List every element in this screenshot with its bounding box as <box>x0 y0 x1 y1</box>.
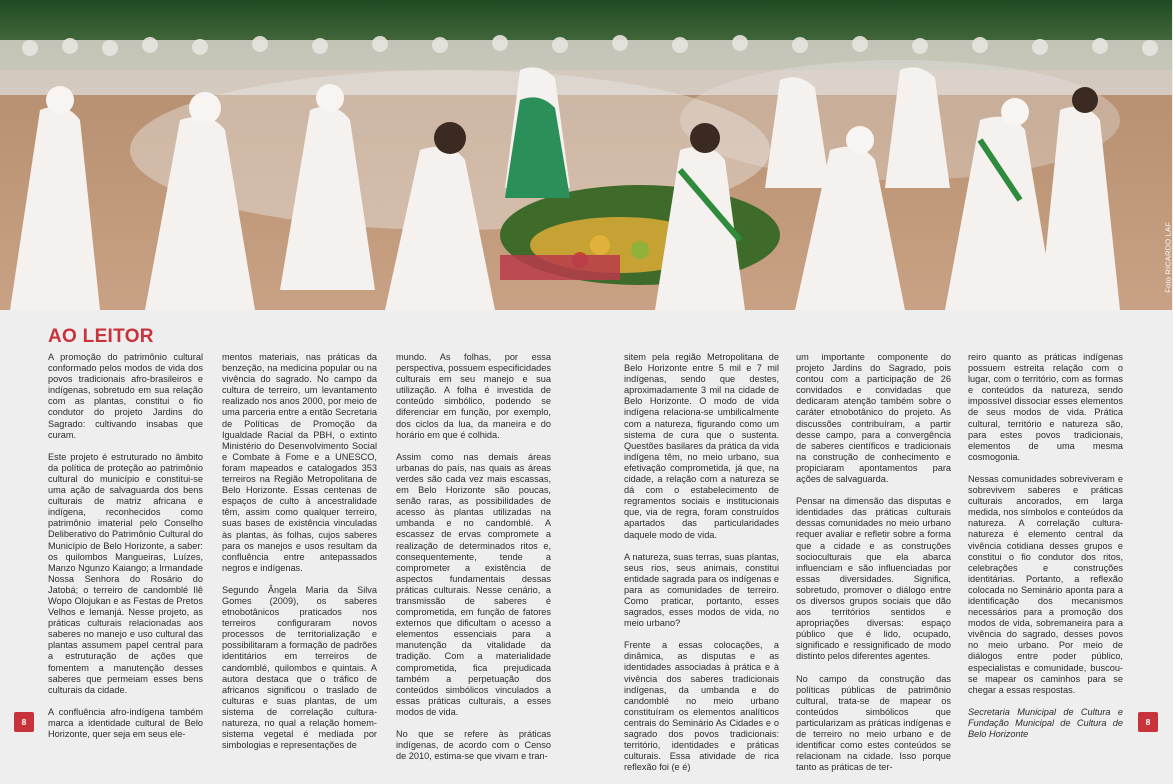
paragraph: No que se refere às práticas indígenas, de acordo com o Censo de 2010, estima-se que vivam e tran- <box>396 729 551 762</box>
page-number-left: 8 <box>14 712 34 732</box>
text-column-1 <box>48 352 203 751</box>
photo-credit: Foto RICARDO LAF <box>1164 222 1173 293</box>
paragraph: sitem pela região Metropolitana de Belo Horizonte entre 5 mil e 7 mil indígenas, sendo que destes, aproximadamente 3 mil na cidade de Belo Horizonte. O modo de vida indígena relaciona-se umbilicalmente com a natureza, figurando como um sistema de cura que o sustenta. Questões basilares da prática da vida indígena têm, no meio urbano, sua efetivação comprometida, já que, na cidade, a relação com a natureza se dá com o estabelecimento de regramentos sociais e institucionais que, via de regra, foram construídos apartados das particularidades daquele modo de vida. <box>624 352 779 540</box>
paragraph: A natureza, suas terras, suas plantas, seus rios, seus animais, constitui entidade sagrada para os indígenas e para as comunidades de terreiro. Como praticar, portanto, esses sagrados, esses modos de vida, no meio urbano? <box>624 551 779 629</box>
paragraph: mundo. As folhas, por essa perspectiva, possuem especificidades culturais em seu manejo e sua utilização. A folha é investida de conteúdo simbólico, podendo se diferenciar em função, por exemplo, dos ciclos da lua, da maneira e do horário em que é colhida. <box>396 352 551 440</box>
ritual-photo-illustration <box>0 0 1172 310</box>
ritual-photo <box>0 0 1172 310</box>
paragraph: um importante componente do projeto Jardins do Sagrado, pois contou com a participação de 26 convidados e convidadas que dedicaram atenção também sobre o caráter etnobotânico do projeto. As discussões contribuíram, a partir desse campo, para a convergência de saberes científicos e tradicionais na construção de conhecimento e propiciaram apontamentos para ações de salvaguarda. <box>796 352 951 485</box>
paragraph: A confluência afro-indígena também marca a identidade cultural de Belo Horizonte, quer seja em seus ele- <box>48 706 203 739</box>
signature: Secretaria Municipal de Cultura e Fundação Municipal de Cultura de Belo Horizonte <box>968 706 1123 739</box>
paragraph: Este projeto é estruturado no âmbito da política de proteção ao patrimônio cultural do município e constitui-se uma ação de salvaguarda dos bens culturais de matriz africana e indígena, reconhecidos como patrimônio imaterial pelo Conselho Deliberativo do Patrimônio Cultural do Município de Belo Horizonte, a saber: os quilombos Mangueiras, Luízes, Manzo Ngunzo Kaiango; a Irmandade Nossa Senhora do Rosário do Jatobá; o terreiro de candomblé Ilê Wopo Olojukan e as Festas de Pretos Velhos e Iemanjá. Nesse projeto, as práticas culturais relacionadas aos saberes no manejo e uso cultural das plantas assumem papel central para a estruturação de ações que fomentem a manutenção desses saberes que permeiam esses bens culturais da cidade. <box>48 451 203 695</box>
text-column-5 <box>796 352 951 784</box>
text-column-6 <box>968 352 1123 751</box>
paragraph: Pensar na dimensão das disputas e identidades das práticas culturais dessas comunidades no meio urbano requer avaliar e refletir sobre a forma que a cidade e as construções socioculturais que ela abarca influenciam e são influenciadas por essas diversidades. Significa, sobretudo, promover o diálogo entre os diversos grupos sociais que dão aos territórios sentidos e apropriações diversas: espaço público que é lido, ocupado, significado e ressignificado de modo distinto pelos diferentes agentes. <box>796 496 951 662</box>
paragraph: Assim como nas demais áreas urbanas do país, nas quais as áreas verdes são cada vez mais escassas, em Belo Horizonte são poucas, senão raras, as possibilidades de acesso às plantas utilizadas na umbanda e no candomblé. A escassez de ervas compromete a realização de determinados ritos e, consequentemente, tende a comprometer a existência de aspectos fundamentais dessas práticas culturais. Nesse cenário, a transmissão de saberes é comprometida, em função de fatores externos que dificultam o acesso a elementos essenciais para a manutenção da vitalidade da tradição. Com a materialidade comprometida, fica prejudicada também a perpetuação dos conteúdos simbólicos vinculados a essas práticas culturais, a esses modos de vida. <box>396 451 551 717</box>
text-column-3 <box>396 352 551 773</box>
paragraph: mentos materiais, nas práticas da benzeção, na medicina popular ou na vivência do sagrado. No campo da cultura de terreiro, um levantamento realizado nos anos 2000, por meio de uma parceria entre a então Secretaria de Políticas de Promoção da Igualdade Racial da PBH, o extinto Ministério do Desenvolvimento Social e Combate à Fome e a UNESCO, foram mapeados e catalogados 353 terreiros na Região Metropolitana de Belo Horizonte. Essas centenas de espaços de culto à ancestralidade têm, assim como qualquer terreiro, suas bases de existência vinculadas às plantas, às folhas, cujos saberes para os manejos e usos resultam da confluência entre antepassados negros e indígenas. <box>222 352 377 573</box>
page-number-right: 8 <box>1138 712 1158 732</box>
paragraph: Segundo Ângela Maria da Silva Gomes (2009), os saberes etnobotânicos praticados nos terreiros configuraram novos processos de territorialização e possibilitaram a formação de padrões identitários em terreiros de candomblé, quilombos e quintais. A autora destaca que o tráfico de africanos significou o traslado de culturas e suas plantas, de um sistema de correlação cultura-natureza, no qual a relação homem-sistema vegetal é mediada por simbologias e representações de <box>222 584 377 751</box>
paragraph: Frente a essas colocações, a dinâmica, as disputas e as identidades associadas à prática e à vivência dos saberes tradicionais indígenas, da umbanda e do candomblé no meio urbano constituíram os elementos analíticos centrais do Seminário As Cidades e o sagrado dos povos tradicionais: território, identidades e práticas culturais. Essa atividade de rica reflexão foi (e é) <box>624 640 779 773</box>
text-column-4 <box>624 352 779 784</box>
text-column-2 <box>222 352 377 762</box>
paragraph: Nessas comunidades sobreviveram e sobrevivem saberes e práticas culturais ancorados, em larga medida, nos símbolos e conteúdos da natureza. A correlação cultura-natureza é elemento central da vivência cotidiana desses grupos e constitui o fio condutor dos ritos, celebrações e construções identitárias. Portanto, a reflexão colocada no Seminário aponta para a identificação dos mecanismos necessários para a promoção dos modos de vida, sobremaneira para a vivência do sagrado, desses povos no meio urbano. Por meio de diálogos entre poder público, especialistas e comunidade, buscou-se mapear os caminhos para se chegar a essas respostas. <box>968 473 1123 695</box>
page-title: AO LEITOR <box>48 326 154 347</box>
paragraph: A promoção do patrimônio cultural conformado pelos modos de vida dos povos tradicionais afro-brasileiros e indígenas, sobretudo em sua relação com as plantas, constitui o fio condutor do projeto Jardins do Sagrado: cultivando insabas que curam. <box>48 352 203 440</box>
paragraph: No campo da construção das políticas públicas de patrimônio cultural, trata-se de mapear os conteúdos simbólicos que particularizam as práticas indígenas e de terreiro no meio urbano e de identificar como estes conteúdos se relacionam na cidade. Isso porque tanto as práticas de ter- <box>796 673 951 773</box>
paragraph: reiro quanto as práticas indígenas possuem estreita relação com o lugar, com o território, com as formas e conteúdos da natureza, sendo impossível dissociar esses elementos de seus modos de vida. Prática cultural, território e natureza são, para estes povos tradicionais, elementos de uma mesma cosmogonia. <box>968 352 1123 462</box>
